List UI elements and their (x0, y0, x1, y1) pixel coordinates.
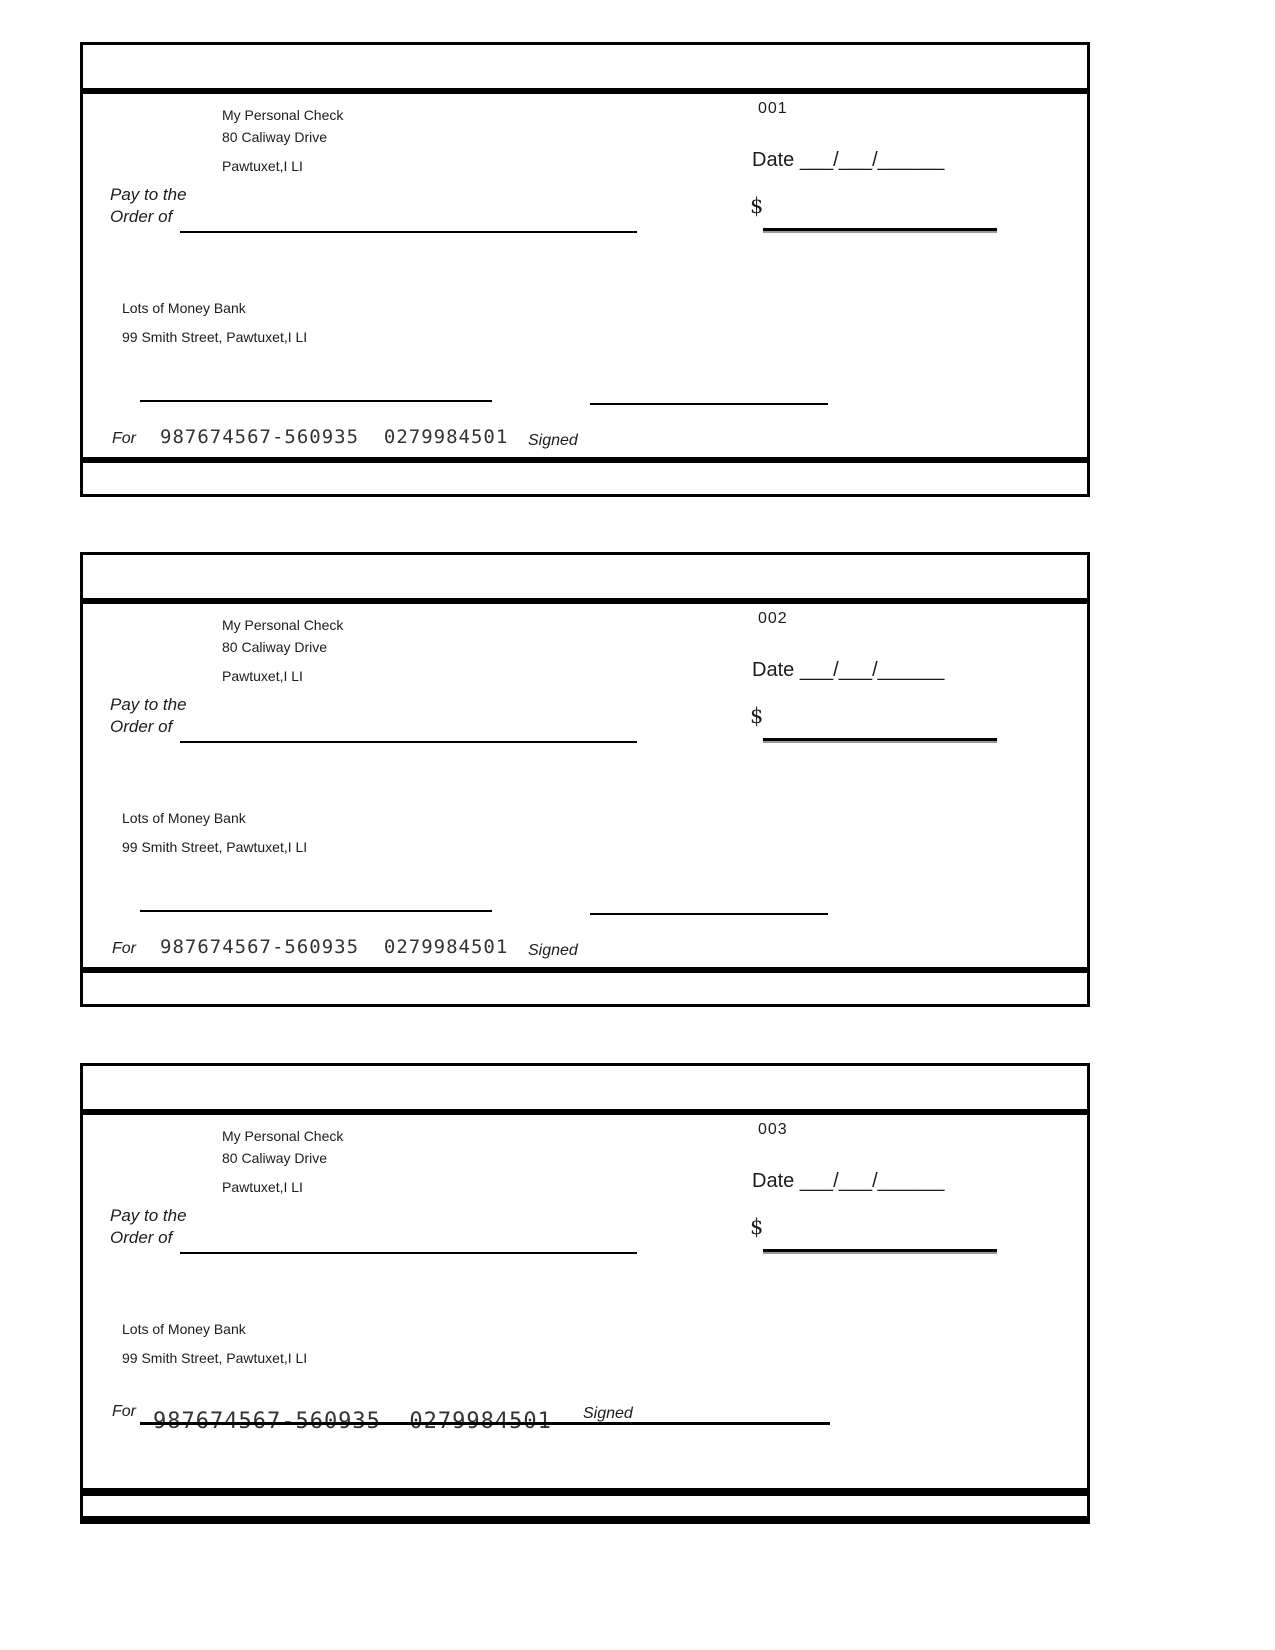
payer-city: Pawtuxet,I LI (222, 158, 303, 174)
amount-blank-line (763, 1249, 997, 1252)
memo-blank-line (140, 910, 492, 912)
pay-to-line2: Order of (110, 1228, 173, 1247)
payer-block (222, 614, 343, 687)
check-bottom-strip (83, 463, 1087, 494)
date-blank-line: ___/___/______ (799, 149, 945, 171)
amount-blank-line (763, 228, 997, 231)
check-top-strip (83, 45, 1087, 88)
bank-address: 99 Smith Street, Pawtuxet,I LI (122, 1350, 308, 1366)
payer-block (222, 1125, 343, 1198)
for-label: For (112, 1403, 136, 1420)
pay-to-line1: Pay to the (110, 695, 187, 714)
payee-blank-line (180, 1252, 637, 1254)
date-label: Date (752, 659, 800, 681)
pay-to-the-order-of-label (110, 184, 187, 228)
check-body (83, 94, 1087, 457)
check-body (83, 1115, 1087, 1488)
for-label: For (112, 430, 136, 447)
check-bottom-strip (83, 973, 1087, 1004)
date-row (752, 659, 944, 682)
check-bottom-rule (83, 1488, 1087, 1496)
check-top-strip (83, 1066, 1087, 1109)
payee-blank-line (180, 741, 637, 743)
bank-name: Lots of Money Bank (122, 300, 246, 316)
dollar-sign: $ (750, 1215, 764, 1239)
pay-to-line2: Order of (110, 717, 173, 736)
bank-name: Lots of Money Bank (122, 810, 246, 826)
signed-label: Signed (528, 942, 578, 959)
amount-blank-line (763, 738, 997, 741)
date-label: Date (752, 1170, 800, 1192)
check-number: 002 (758, 610, 788, 627)
payer-name: My Personal Check (222, 1128, 344, 1144)
memo-blank-line (140, 400, 492, 402)
check-top-strip (83, 555, 1087, 598)
bank-name: Lots of Money Bank (122, 1321, 246, 1337)
check-number: 003 (758, 1121, 788, 1138)
bank-address: 99 Smith Street, Pawtuxet,I LI (122, 329, 308, 345)
check-body (83, 604, 1087, 967)
payer-city: Pawtuxet,I LI (222, 668, 303, 684)
payer-address: 80 Caliway Drive (222, 129, 328, 145)
payer-city: Pawtuxet,I LI (222, 1179, 303, 1195)
date-blank-line: ___/___/______ (799, 659, 945, 681)
micr-numbers: 987674567-560935 0279984501 (160, 426, 509, 448)
payer-name: My Personal Check (222, 107, 344, 123)
check-bottom-strip (83, 1496, 1087, 1516)
check-002 (80, 552, 1090, 1007)
signed-label: Signed (528, 432, 578, 449)
date-row (752, 1170, 944, 1193)
date-blank-line: ___/___/______ (799, 1170, 945, 1192)
payer-address: 80 Caliway Drive (222, 1150, 328, 1166)
pay-to-line1: Pay to the (110, 1206, 187, 1225)
payer-block (222, 104, 343, 177)
date-label: Date (752, 149, 800, 171)
check-001 (80, 42, 1090, 497)
bank-address: 99 Smith Street, Pawtuxet,I LI (122, 839, 308, 855)
for-label: For (112, 940, 136, 957)
signature-blank-line (590, 913, 828, 915)
pay-to-the-order-of-label (110, 1205, 187, 1249)
check-003 (80, 1063, 1090, 1524)
date-row (752, 149, 944, 172)
payee-blank-line (180, 231, 637, 233)
pay-to-line1: Pay to the (110, 185, 187, 204)
check-number: 001 (758, 100, 788, 117)
signed-label: Signed (583, 1405, 633, 1422)
payer-name: My Personal Check (222, 617, 344, 633)
dollar-sign: $ (750, 704, 764, 728)
micr-numbers: 987674567-560935 0279984501 (160, 936, 509, 958)
pay-to-line2: Order of (110, 207, 173, 226)
payer-address: 80 Caliway Drive (222, 639, 328, 655)
signature-blank-line (590, 403, 828, 405)
strikethrough-line (140, 1422, 830, 1425)
pay-to-the-order-of-label (110, 694, 187, 738)
dollar-sign: $ (750, 194, 764, 218)
